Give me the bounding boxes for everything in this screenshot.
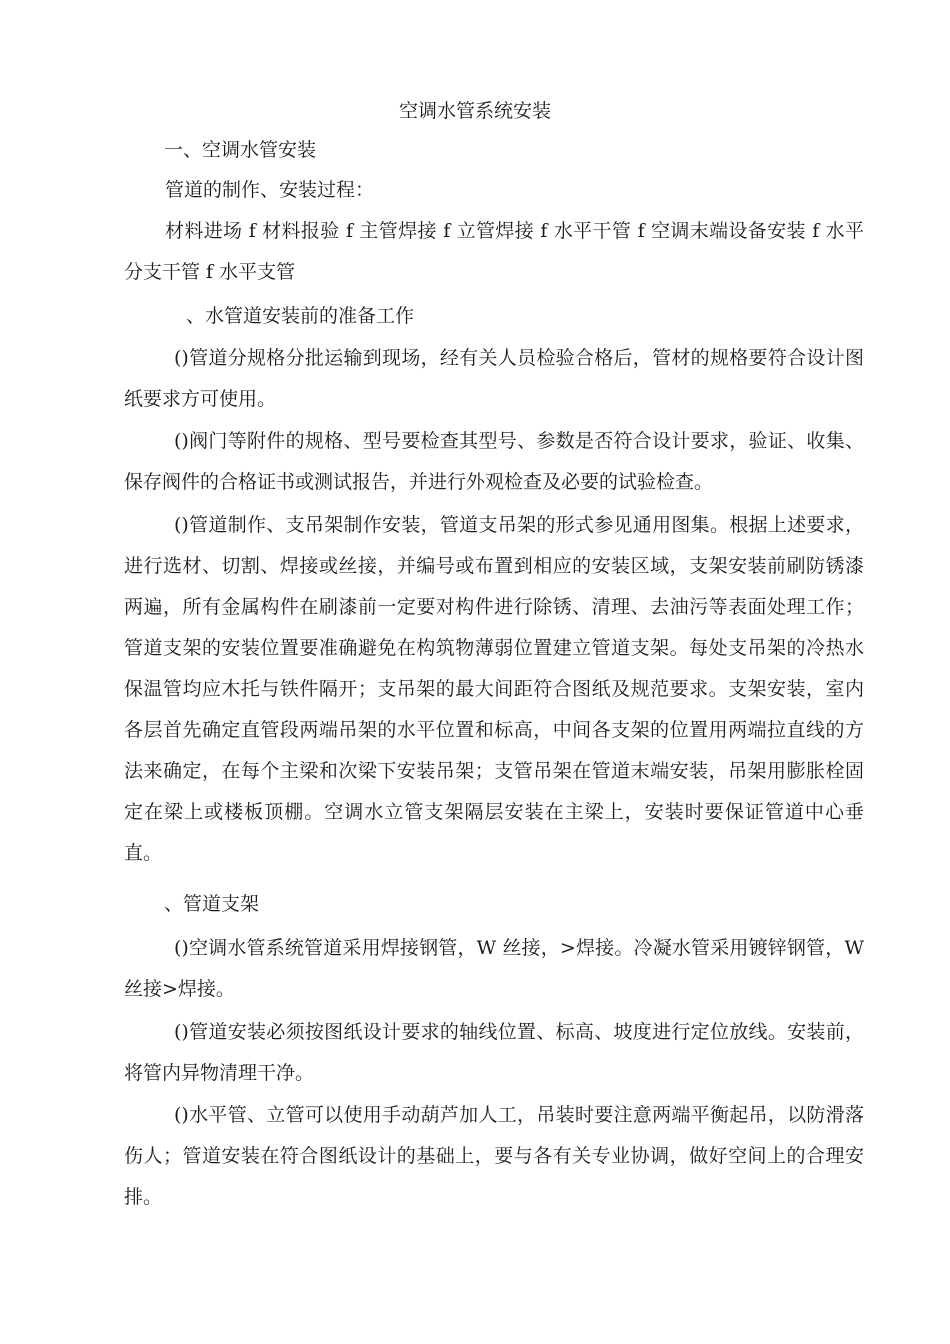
support-item-2: ()管道安装必须按图纸设计要求的轴线位置、标高、坡度进行定位放线。安装前，将管内异物清理干净。 [124, 1021, 864, 1084]
section-heading-1: 一、空调水管安装 [164, 139, 317, 161]
support-item-1: ()空调水管系统管道采用焊接钢管，W 丝接，>焊接。冷凝水管采用镀锌钢管，W 丝接>焊接。 [124, 937, 864, 1000]
process-flow: 材料进场 f 材料报验 f 主管焊接 f 立管焊接 f 水平干管 f 空调末端设备安装 f 水平分支干管 f 水平支管 [124, 220, 864, 283]
process-label: 管道的制作、安装过程： [165, 179, 375, 201]
prep-item-2: ()阀门等附件的规格、型号要检查其型号、参数是否符合设计要求，验证、收集、保存阀件的合格证书或测试报告，并进行外观检查及必要的试验检查。 [124, 430, 864, 493]
document-title: 空调水管系统安装 [398, 100, 551, 122]
prep-item-3: ()管道制作、支吊架制作安装，管道支吊架的形式参见通用图集。根据上述要求，进行选材、切割、焊接或丝接，并编号或布置到相应的安装区域，支架安装前刷防锈漆两遍，所有金属构件在刷漆前一定要对构件进行除锈、清理、去油污等表面处理工作；管道支架的安装位置要准确避免在构筑物薄弱位置建立管道支架。每处支吊架的冷热水保温管均应木托与铁件隔开；支吊架的最大间距符合图纸及规范要求。支架安装，室内各层首先确定直管段两端吊架的水平位置和标高，中间各支架的位置用两端拉直线的方法来确定，在每个主梁和次梁下安装吊架；支管吊架在管道末端安装，吊架用膨胀栓固定在梁上或楼板顶棚。空调水立管支架隔层安装在主梁上，安装时要保证管道中心垂直。 [124, 514, 864, 864]
prep-item-1: ()管道分规格分批运输到现场，经有关人员检验合格后，管材的规格要符合设计图纸要求方可使用。 [124, 347, 864, 410]
support-item-3: ()水平管、立管可以使用手动葫芦加人工，吊装时要注意两端平衡起吊，以防滑落伤人；管道安装在符合图纸设计的基础上，要与各有关专业协调，做好空间上的合理安排。 [124, 1104, 864, 1208]
support-heading: 、管道支架 [164, 893, 260, 915]
prep-heading: 、水管道安装前的准备工作 [186, 305, 415, 327]
